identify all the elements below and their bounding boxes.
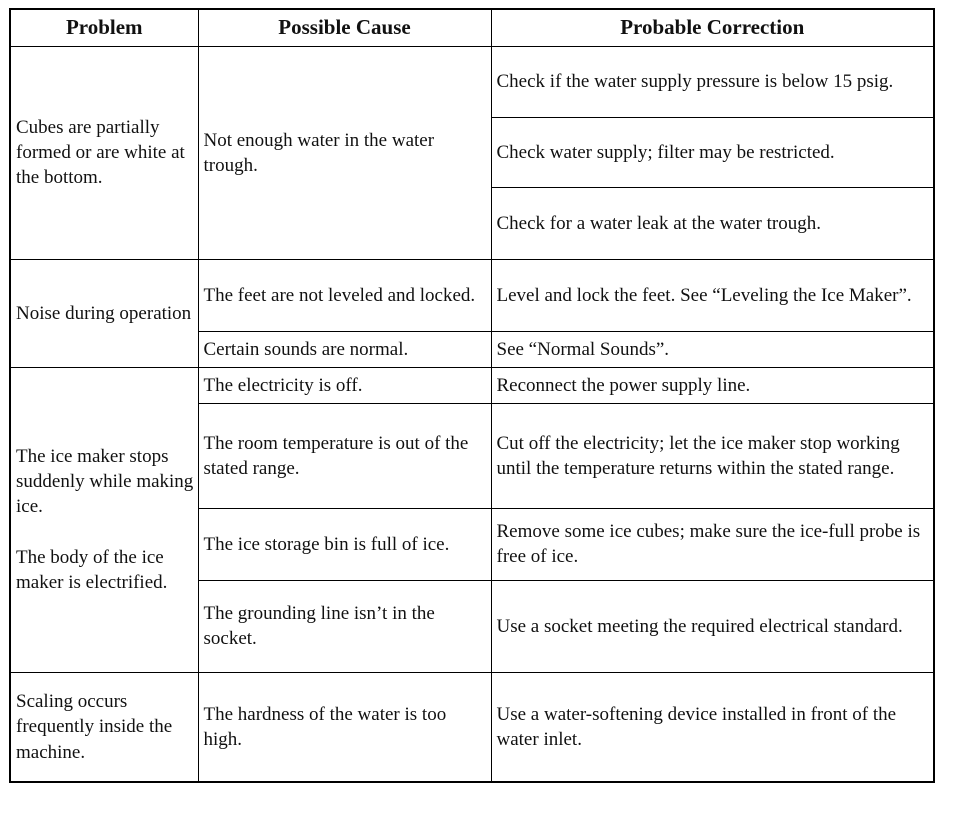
correction-cell: Cut off the electricity; let the ice maker stop working until the temperature returns within the stated range. (491, 403, 934, 508)
correction-cell: See “Normal Sounds”. (491, 331, 934, 367)
correction-cell: Reconnect the power supply line. (491, 367, 934, 403)
cause-cell: The ice storage bin is full of ice. (198, 508, 491, 580)
problem-text: The ice maker stops suddenly while making ice. (16, 446, 194, 518)
correction-cell: Level and lock the feet. See “Leveling the Ice Maker”. (491, 259, 934, 331)
cause-cell: Certain sounds are normal. (198, 331, 491, 367)
cause-cell: The feet are not leveled and locked. (198, 259, 491, 331)
correction-cell: Use a water-softening device installed in front of the water inlet. (491, 672, 934, 782)
cause-cell: The hardness of the water is too high. (198, 672, 491, 782)
correction-cell: Remove some ice cubes; make sure the ice-full probe is free of ice. (491, 508, 934, 580)
correction-cell: Check water supply; filter may be restricted. (491, 117, 934, 187)
column-header-cause: Possible Cause (198, 9, 491, 46)
column-header-correction: Probable Correction (491, 9, 934, 46)
cause-cell: The grounding line isn’t in the socket. (198, 580, 491, 672)
correction-cell: Check if the water supply pressure is below 15 psig. (491, 46, 934, 117)
troubleshooting-table (9, 8, 935, 783)
table-row (10, 46, 934, 117)
problem-cell: Scaling occurs frequently inside the machine. (10, 672, 198, 782)
problem-cell: Noise during operation (10, 259, 198, 367)
cause-cell: The electricity is off. (198, 367, 491, 403)
correction-cell: Use a socket meeting the required electrical standard. (491, 580, 934, 672)
correction-cell: Check for a water leak at the water trough. (491, 187, 934, 259)
column-header-problem: Problem (10, 9, 198, 46)
problem-text-secondary: The body of the ice maker is electrified. (16, 547, 168, 594)
table-row (10, 259, 934, 331)
header-row (10, 9, 934, 46)
problem-cell: Cubes are partially formed or are white at the bottom. (10, 46, 198, 259)
problem-cell (10, 367, 198, 672)
table-row (10, 367, 934, 403)
cause-cell: Not enough water in the water trough. (198, 46, 491, 259)
cause-cell: The room temperature is out of the stated range. (198, 403, 491, 508)
table-row (10, 672, 934, 782)
